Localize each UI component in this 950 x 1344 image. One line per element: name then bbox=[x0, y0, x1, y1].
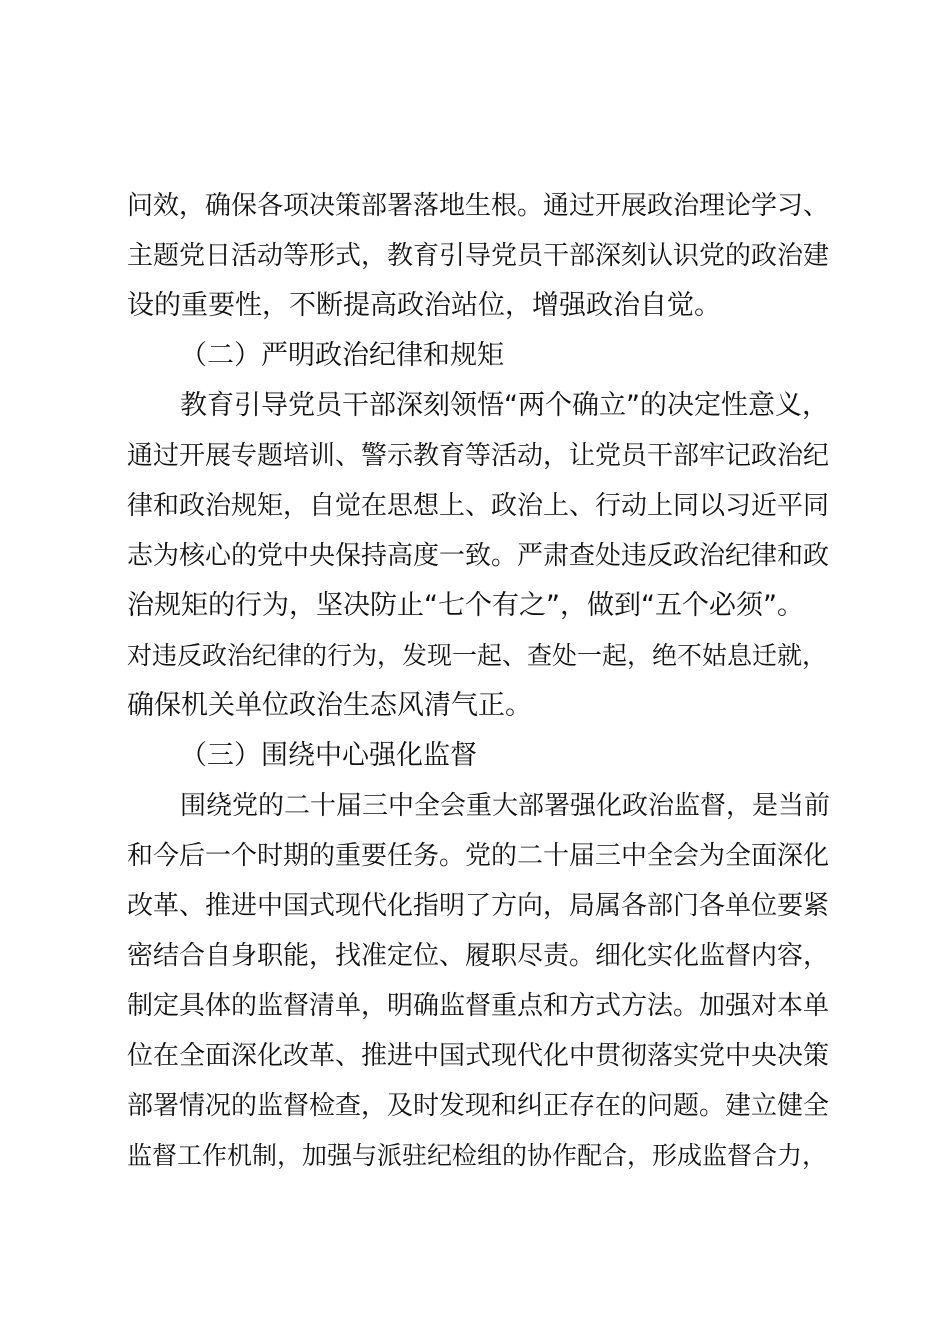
paragraph-line: 监督工作机制，加强与派驻纪检组的协作配合，形成监督合力， bbox=[127, 1141, 828, 1170]
paragraph-line: 对违反政治纪律的行为，发现一起、查处一起，绝不姑息迁就， bbox=[127, 641, 828, 670]
paragraph-line: 改革、推进中国式现代化指明了方向，局属各部门各单位要紧 bbox=[127, 891, 830, 921]
paragraph-line: 围绕党的二十届三中全会重大部署强化政治监督，是当前 bbox=[180, 791, 831, 821]
paragraph-line: 位在全面深化改革、推进中国式现代化中贯彻落实党中央决策 bbox=[127, 1041, 830, 1071]
paragraph-line: 律和政治规矩，自觉在思想上、政治上、行动上同以习近平同 bbox=[127, 491, 830, 521]
paragraph-line: 教育引导党员干部深刻领悟“两个确立”的决定性意义， bbox=[180, 390, 829, 421]
paragraph-line: 问效，确保各项决策部署落地生根。通过开展政治理论学习、 bbox=[127, 191, 830, 221]
section-heading: （三）围绕中心强化监督 bbox=[180, 740, 477, 771]
paragraph-line: 治规矩的行为，坚决防止“七个有之”，做到“五个必须”。 bbox=[127, 590, 804, 621]
paragraph-line: 设的重要性，不断提高政治站位，增强政治自觉。 bbox=[127, 290, 721, 321]
paragraph-line: 和今后一个时期的重要任务。党的二十届三中全会为全面深化 bbox=[127, 841, 830, 871]
paragraph-line: 通过开展专题培训、警示教育等活动，让党员干部牢记政治纪 bbox=[127, 441, 830, 471]
paragraph-line: 制定具体的监督清单，明确监督重点和方式方法。加强对本单 bbox=[127, 991, 830, 1021]
paragraph-line: 部署情况的监督检查，及时发现和纠正存在的问题。建立健全 bbox=[127, 1091, 830, 1121]
paragraph-line: 确保机关单位政治生态风清气正。 bbox=[127, 690, 532, 721]
paragraph-line: 志为核心的党中央保持高度一致。严肃查处违反政治纪律和政 bbox=[127, 541, 830, 571]
paragraph-line: 密结合自身职能，找准定位、履职尽责。细化实化监督内容， bbox=[127, 941, 830, 971]
paragraph-line: 主题党日活动等形式，教育引导党员干部深刻认识党的政治建 bbox=[127, 241, 830, 271]
section-heading: （二）严明政治纪律和规矩 bbox=[180, 340, 504, 371]
